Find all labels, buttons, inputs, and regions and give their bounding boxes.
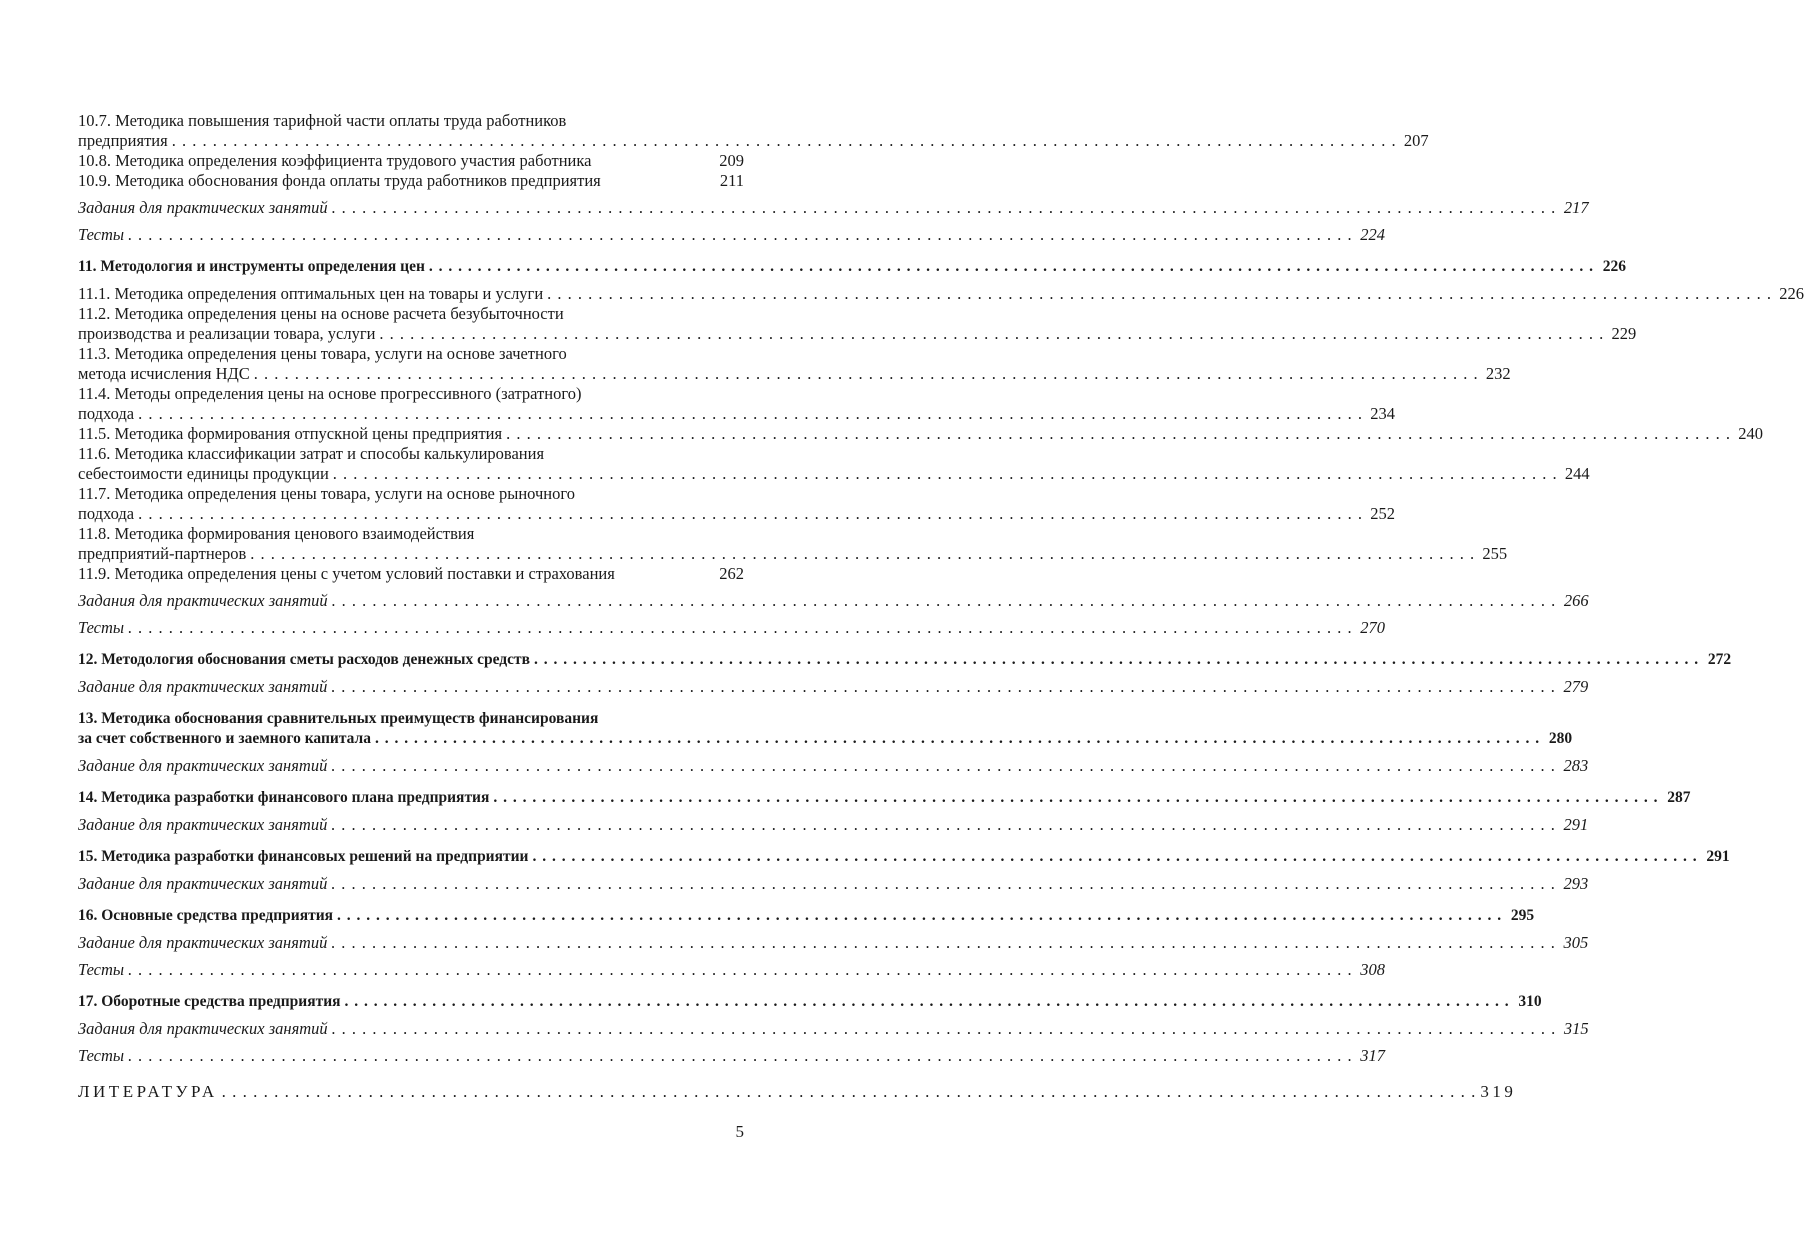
- toc-entry[interactable]: [78, 1019, 1589, 1039]
- dot-leader: . . . . . . . . . . . . . . . . . . . . . . . . . . . . . . . . . . . . . . . . . . . . . . . . . . . . . . . . . . . . . . . . . . . . . . . . . . . . . . . . . . . . . . . . . . . . . . . . . . . . . . . . . . . . . . . . . . . . . . . .: [128, 960, 1353, 979]
- dot-leader: . . . . . . . . . . . . . . . . . . . . . . . . . . . . . . . . . . . . . . . . . . . . . . . . . . . . . . . . . . . . . . . . . . . . . . . . . . . . . . . . . . . . . . . . . . . . . . . . . . . . . . . . . . . . . . . . . . . . . . . .: [331, 933, 1557, 952]
- dot-leader: . . . . . . . . . . . . . . . . . . . . . . . . . . . . . . . . . . . . . . . . . . . . . . . . . . . . . . . . . . . . . . . . . . . . . . . . . . . . . . . . . . . . . . . . . . . . . . . . . . . . . . . . . . . . . . . . . . . . . . . .: [493, 789, 1659, 806]
- toc-entry-text: 17. Оборотные средства предприятия: [78, 993, 341, 1010]
- dot-leader: . . . . . . . . . . . . . . . . . . . . . . . . . . . . . . . . . . . . . . . . . . . . . . . . . . . . . . . . . . . . . . . . . . . . . . . . . . . . . . . . . . . . . . . . . . . . . . . . . . . . . . . . . . . . . . . . . . . . . . . .: [331, 198, 1557, 217]
- toc-entry[interactable]: [78, 709, 1573, 749]
- toc-entry-text: 11.3. Методика определения цены товара, услуги на основе зачетного: [78, 344, 567, 363]
- toc-entry-text: 11.4. Методы определения цены на основе прогрессивного (затратного): [78, 384, 582, 403]
- toc-entry-text: 10.9. Методика обоснования фонда оплаты труда работников предприятия: [78, 171, 601, 190]
- toc-entry[interactable]: [78, 484, 1395, 524]
- toc-page-number: 211: [719, 171, 744, 190]
- toc-page-number: 291: [1706, 848, 1730, 865]
- toc-page-number: 226: [1779, 284, 1804, 303]
- toc-page-number: 319: [1480, 1082, 1517, 1101]
- toc-entry-text: Задание для практических занятий: [78, 815, 328, 834]
- toc-page-number: 287: [1667, 789, 1691, 806]
- toc-entry-text: подхода: [78, 404, 135, 423]
- toc-entry-text: Задание для практических занятий: [78, 677, 328, 696]
- toc-entry-text: метода исчисления НДС: [78, 364, 250, 383]
- toc-entry-text: 12. Методология обоснования сметы расходов денежных средств: [78, 651, 530, 668]
- dot-leader: . . . . . . . . . . . . . . . . . . . . . . . . . . . . . . . . . . . . . . . . . . . . . . . . . . . . . . . . . . . . . . . . . . . . . . . . . . . . . . . . . . . . . . . . . . . . . . . . . . . . . . . . . . . . . . . . . . . . . . . .: [128, 1046, 1353, 1065]
- toc-entry-text: за счет собственного и заемного капитала: [78, 730, 371, 747]
- toc-page-number: 293: [1563, 874, 1589, 893]
- dot-leader: . . . . . . . . . . . . . . . . . . . . . . . . . . . . . . . . . . . . . . . . . . . . . . . . . . . . . . . . . . . . . . . . . . . . . . . . . . . . . . . . . . . . . . . . . . . . . . . . . . . . . . . . . . . . . . . . . . . . . . . .: [532, 848, 1698, 865]
- toc-entry[interactable]: [78, 677, 1589, 697]
- toc-page-number: 224: [1360, 225, 1385, 244]
- dot-leader: . . . . . . . . . . . . . . . . . . . . . . . . . . . . . . . . . . . . . . . . . . . . . . . . . . . . . . . . . . . . . . . . . . . . . . . . . . . . . . . . . . . . . . . . . . . . . . . . . . . . . . . . . . . . . . . . . . . . . . . .: [250, 544, 1476, 563]
- toc-page-number: 240: [1738, 424, 1763, 443]
- dot-leader: . . . . . . . . . . . . . . . . . . . . . . . . . . . . . . . . . . . . . . . . . . . . . . . . . . . . . . . . . . . . . . . . . . . . . . . . . . . . . . . . . . . . . . . . . . . . . . . . . . . . . . . . . . . . . . . . . . . . . . . .: [331, 756, 1557, 775]
- toc-entry[interactable]: [78, 151, 744, 171]
- toc-page-number: 270: [1360, 618, 1385, 637]
- toc-entry-text: предприятий-партнеров: [78, 544, 247, 563]
- dot-leader: . . . . . . . . . . . . . . . . . . . . . . . . . . . . . . . . . . . . . . . . . . . . . . . . . . . . . . . . . . . . . . . . . . . . . . . . . . . . . . . . . . . . . . . . . . . . . . . . . . . . . . . . . . . . . . . . . . . . . . . .: [128, 618, 1353, 637]
- toc-entry[interactable]: [78, 933, 1589, 953]
- toc-page-number: 272: [1707, 651, 1732, 668]
- toc-entry-text: Задания для практических занятий: [78, 198, 328, 217]
- toc-entry[interactable]: [78, 284, 1804, 304]
- toc-entry-text: производства и реализации товара, услуги: [78, 324, 376, 343]
- toc-entry[interactable]: [78, 304, 1637, 344]
- toc-page-number: 266: [1563, 591, 1589, 610]
- toc-entry[interactable]: [78, 1046, 1385, 1066]
- toc-entry[interactable]: [78, 524, 1508, 564]
- toc-entry-text: 11.6. Методика классификации затрат и способы калькулирования: [78, 444, 545, 463]
- toc-page-number: 283: [1563, 756, 1589, 775]
- toc-entry[interactable]: [78, 650, 1732, 670]
- dot-leader: . . . . . . . . . . . . . . . . . . . . . . . . . . . . . . . . . . . . . . . . . . . . . . . . . . . . . . . . . . . . . . . . . . . . . . . . . . . . . . . . . . . . . . . . . . . . . . . . . . . . . . . . . . . . . . . . . . . . . . . .: [128, 225, 1353, 244]
- dot-leader: . . . . . . . . . . . . . . . . . . . . . . . . . . . . . . . . . . . . . . . . . . . . . . . . . . . . . . . . . . . . . . . . . . . . . . . . . . . . . . . . . . . . . . . . . . . . . . . . . . . . . . . . . . . . . . . . . . . . . . . .: [138, 404, 1363, 423]
- toc-entry-text: Тесты: [78, 225, 125, 244]
- toc-page-number: 262: [719, 564, 744, 583]
- toc-page-number: 305: [1563, 933, 1589, 952]
- toc-page-number: 207: [1403, 131, 1429, 150]
- toc-entry[interactable]: [78, 756, 1589, 776]
- toc-entry[interactable]: [78, 847, 1730, 867]
- toc-entry-text: 13. Методика обоснования сравнительных преимуществ финансирования: [78, 710, 599, 727]
- dot-leader: . . . . . . . . . . . . . . . . . . . . . . . . . . . . . . . . . . . . . . . . . . . . . . . . . . . . . . . . . . . . . . . . . . . . . . . . . . . . . . . . . . . . . . . . . . . . . . . . . . . . . . . . . . . . . . . . . . . . . . . .: [171, 131, 1397, 150]
- dot-leader: . . . . . . . . . . . . . . . . . . . . . . . . . . . . . . . . . . . . . . . . . . . . . . . . . . . . . . . . . . . . . . . . . . . . . . . . . . . . . . . . . . . . . . . . . . . . . . . . . . . . . . . . . . . . . . . . . . . . . . . .: [331, 591, 1557, 610]
- toc-entry[interactable]: [78, 1082, 1517, 1102]
- toc-entry[interactable]: [78, 444, 1590, 484]
- toc-page-number: 291: [1563, 815, 1589, 834]
- toc-entry[interactable]: [78, 424, 1763, 444]
- toc-entry[interactable]: [78, 591, 1589, 611]
- toc-entry-text: Тесты: [78, 618, 125, 637]
- toc-page-number: 308: [1360, 960, 1385, 979]
- toc-entry-text: 15. Методика разработки финансовых решений на предприятии: [78, 848, 529, 865]
- toc-entry[interactable]: [78, 344, 1511, 384]
- dot-leader: . . . . . . . . . . . . . . . . . . . . . . . . . . . . . . . . . . . . . . . . . . . . . . . . . . . . . . . . . . . . . . . . . . . . . . . . . . . . . . . . . . . . . . . . . . . . . . . . . . . . . . . . . . . . . . . . . . . . . . . .: [331, 1019, 1557, 1038]
- dot-leader: . . . . . . . . . . . . . . . . . . . . . . . . . . . . . . . . . . . . . . . . . . . . . . . . . . . . . . . . . . . . . . . . . . . . . . . . . . . . . . . . . . . . . . . . . . . . . . . . . . . . . . . . . . . . . . . . . . . . . . . .: [332, 464, 1558, 483]
- toc-entry[interactable]: [78, 874, 1589, 894]
- toc-entry-text: 14. Методика разработки финансового плана предприятия: [78, 789, 490, 806]
- dot-leader: . . . . . . . . . . . . . . . . . . . . . . . . . . . . . . . . . . . . . . . . . . . . . . . . . . . . . . . . . . . . . . . . . . . . . . . . . . . . . . . . . . . . . . . . . . . . . . . . . . . . . . . . . . . . . . . . . . . . . . . .: [331, 874, 1557, 893]
- toc-page-number: 279: [1563, 677, 1589, 696]
- toc-entry-text: 10.7. Методика повышения тарифной части оплаты труда работников: [78, 111, 567, 130]
- toc-page-number: 295: [1510, 907, 1535, 924]
- dot-leader: . . . . . . . . . . . . . . . . . . . . . . . . . . . . . . . . . . . . . . . . . . . . . . . . . . . . . . . . . . . . . . . . . . . . . . . . . . . . . . . . . . . . . . . . . . . . . . . . . . . . . . . . . . . . . . . . . . . . . . . .: [547, 284, 1773, 303]
- toc-entry-text: себестоимости единицы продукции: [78, 464, 329, 483]
- dot-leader: . . . . . . . . . . . . . . . . . . . . . . . . . . . . . . . . . . . . . . . . . . . . . . . . . . . . . . . . . . . . . . . . . . . . . . . . . . . . . . . . . . . . . . . . . . . . . . . . . . . . . . . . . . . . . . . . . . . . . . . .: [374, 730, 1541, 747]
- toc-page-number: 232: [1485, 364, 1511, 383]
- toc-entry[interactable]: [78, 788, 1691, 808]
- dot-leader: . . . . . . . . . . . . . . . . . . . . . . . . . . . . . . . . . . . . . . . . . . . . . . . . . . . . . . . . . . . . . . . . . . . . . . . . . . . . . . . . . . . . . . . . . . . . . . . . . . . . . . . . . . . . . . . . . . . . . . . .: [331, 815, 1557, 834]
- toc-entry-text: предприятия: [78, 131, 168, 150]
- dot-leader: . . . . . . . . . . . . . . . . . . . . . . . . . . . . . . . . . . . . . . . . . . . . . . . . . . . . . . . . . . . . . . . . . . . . . . . . . . . . . . . . . . . . . . . . . . . . . . . . . . . . . . . . . . . . . . . . . . . . . . . .: [506, 424, 1731, 443]
- toc-entry-text: подхода: [78, 504, 135, 523]
- toc-page-number: 234: [1370, 404, 1395, 423]
- toc-entry-text: 11. Методология и инструменты определения цен: [78, 258, 425, 275]
- toc-entry[interactable]: [78, 198, 1589, 218]
- toc-entry-text: 11.1. Методика определения оптимальных цен на товары и услуги: [78, 284, 544, 303]
- toc-page-number: 280: [1548, 730, 1573, 747]
- toc-entry[interactable]: [78, 960, 1385, 980]
- toc-entry-text: 11.2. Методика определения цены на основе расчета безубыточности: [78, 304, 564, 323]
- dot-leader: . . . . . . . . . . . . . . . . . . . . . . . . . . . . . . . . . . . . . . . . . . . . . . . . . . . . . . . . . . . . . . . . . . . . . . . . . . . . . . . . . . . . . . . . . . . . . . . . . . . . . . . . . . . . . . . . . . . . . . . .: [253, 364, 1479, 383]
- toc-entry-text: 16. Основные средства предприятия: [78, 907, 334, 924]
- toc-entry-text: Задания для практических занятий: [78, 1019, 328, 1038]
- toc-entry[interactable]: [78, 384, 1395, 424]
- toc-entry[interactable]: [78, 564, 744, 584]
- toc-entry-text: 11.5. Методика формирования отпускной цены предприятия: [78, 424, 503, 443]
- dot-leader: . . . . . . . . . . . . . . . . . . . . . . . . . . . . . . . . . . . . . . . . . . . . . . . . . . . . . . . . . . . . . . . . . . . . . . . . . . . . . . . . . . . . . . . . . . . . . . . . . . . . . . . . . . . . . . . . . . . . . . . .: [337, 907, 1503, 924]
- toc-entry-text: ЛИТЕРАТУРА: [78, 1082, 218, 1101]
- toc-entry[interactable]: [78, 815, 1589, 835]
- toc-page-number: 229: [1611, 324, 1637, 343]
- dot-leader: . . . . . . . . . . . . . . . . . . . . . . . . . . . . . . . . . . . . . . . . . . . . . . . . . . . . . . . . . . . . . . . . . . . . . . . . . . . . . . . . . . . . . . . . . . . . . . . . . . . . . . . . . . . . . . . . . . . . . . . .: [379, 324, 1605, 343]
- dot-leader: . . . . . . . . . . . . . . . . . . . . . . . . . . . . . . . . . . . . . . . . . . . . . . . . . . . . . . . . . . . . . . . . . . . . . . . . . . . . . . . . . . . . . . . . . . . . . . . . . . . . . . . . . . . . . . . . . . . . . . . .: [533, 651, 1700, 668]
- toc-entry-text: Тесты: [78, 1046, 125, 1065]
- toc-entry[interactable]: [78, 257, 1627, 277]
- toc-page-number: 252: [1370, 504, 1395, 523]
- toc-page-number: 217: [1563, 198, 1589, 217]
- toc-page-number: 315: [1563, 1019, 1589, 1038]
- toc-page-number: 255: [1482, 544, 1508, 563]
- page-number: 5: [735, 1122, 744, 1141]
- toc-page-number: 244: [1564, 464, 1590, 483]
- toc-entry-text: 10.8. Методика определения коэффициента трудового участия работника: [78, 151, 592, 170]
- toc-entry[interactable]: [78, 906, 1535, 926]
- toc-entry[interactable]: [78, 992, 1542, 1012]
- toc-entry-text: Задание для практических занятий: [78, 933, 328, 952]
- toc-page-number: 226: [1602, 258, 1627, 275]
- table-of-contents: [78, 111, 1804, 1102]
- toc-entry-text: Задание для практических занятий: [78, 756, 328, 775]
- toc-page-number: 310: [1518, 993, 1542, 1010]
- toc-page-number: 209: [719, 151, 744, 170]
- dot-leader: . . . . . . . . . . . . . . . . . . . . . . . . . . . . . . . . . . . . . . . . . . . . . . . . . . . . . . . . . . . . . . . . . . . . . . . . . . . . . . . . . . . . . . . . . . . . . . . . . . . . . . . . . . . . . . . . . . . . . . . .: [344, 993, 1510, 1010]
- dot-leader: . . . . . . . . . . . . . . . . . . . . . . . . . . . . . . . . . . . . . . . . . . . . . . . . . . . . . . . . . . . . . . . . . . . . . . . . . . . . . . . . . . . . . . . . . . . . . . . . . . . . . . . . . . . . . . . . . . . . . . . .: [428, 258, 1595, 275]
- toc-entry-text: Тесты: [78, 960, 125, 979]
- toc-entry-text: Задания для практических занятий: [78, 591, 328, 610]
- toc-entry[interactable]: [78, 618, 1385, 638]
- toc-entry-text: Задание для практических занятий: [78, 874, 328, 893]
- dot-leader: . . . . . . . . . . . . . . . . . . . . . . . . . . . . . . . . . . . . . . . . . . . . . . . . . . . . . . . . . . . . . . . . . . . . . . . . . . . . . . . . . . . . . . . . . . . . . . . . . . . . . . . . . . . . . . . . . . . . . . . .: [221, 1082, 1477, 1101]
- dot-leader: . . . . . . . . . . . . . . . . . . . . . . . . . . . . . . . . . . . . . . . . . . . . . . . . . . . . . . . . . . . . . . . . . . . . . . . . . . . . . . . . . . . . . . . . . . . . . . . . . . . . . . . . . . . . . . . . . . . . . . . .: [331, 677, 1557, 696]
- toc-entry[interactable]: [78, 111, 1429, 151]
- toc-entry-text: 11.9. Методика определения цены с учетом условий поставки и страхования: [78, 564, 615, 583]
- dot-leader: . . . . . . . . . . . . . . . . . . . . . . . . . . . . . . . . . . . . . . . . . . . . . . . . . . . . . . . . . . . . . . . . . . . . . . . . . . . . . . . . . . . . . . . . . . . . . . . . . . . . . . . . . . . . . . . . . . . . . . . .: [138, 504, 1363, 523]
- toc-entry[interactable]: [78, 171, 744, 191]
- toc-entry-text: 11.8. Методика формирования ценового взаимодействия: [78, 524, 475, 543]
- toc-page-number: 317: [1360, 1046, 1385, 1065]
- toc-entry-text: 11.7. Методика определения цены товара, услуги на основе рыночного: [78, 484, 575, 503]
- toc-entry[interactable]: [78, 225, 1385, 245]
